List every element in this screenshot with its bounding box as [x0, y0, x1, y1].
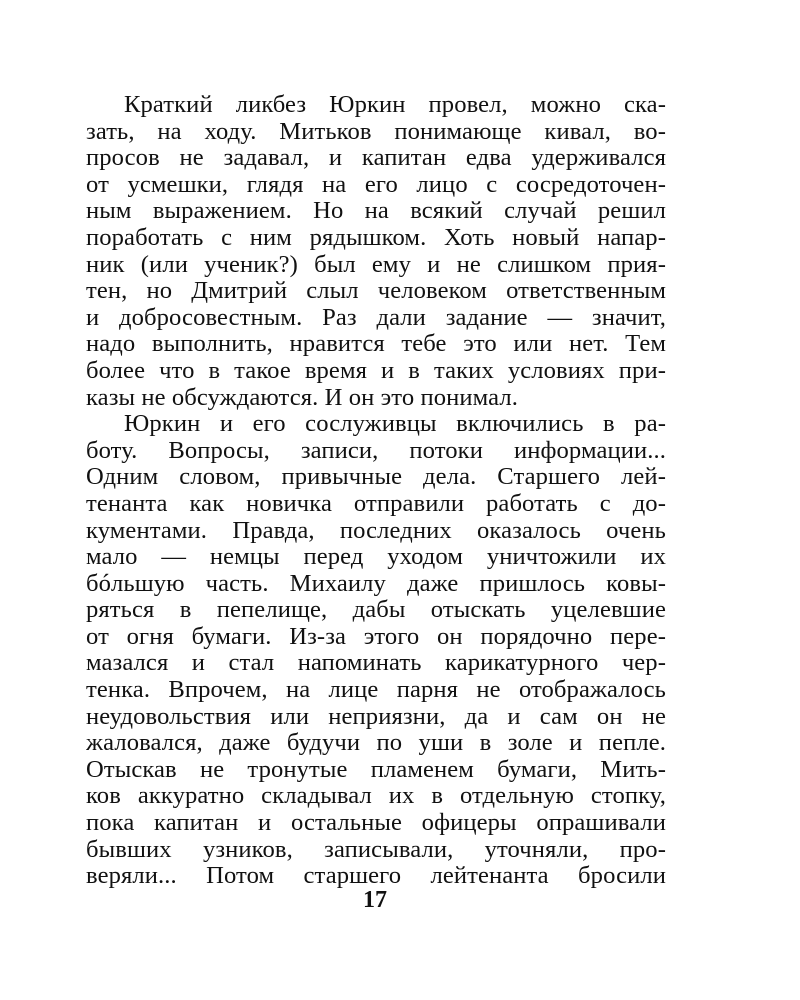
text-line: ряться в пепелище, дабы отыскать уцелевшие — [86, 597, 666, 624]
text-line: от огня бумаги. Из-за этого он порядочно пере- — [86, 623, 666, 650]
text-line: тенка. Впрочем, на лице парня не отображалось — [86, 677, 666, 704]
text-line: пока капитан и остальные офицеры опрашивали — [86, 810, 666, 837]
text-line: Одним словом, привычные дела. Старшего лей- — [86, 464, 666, 491]
text-line: ным выражением. Но на всякий случай решил — [86, 198, 666, 225]
text-line: от усмешки, глядя на его лицо с сосредоточен- — [86, 171, 666, 198]
text-line: надо выполнить, нравится тебе это или нет. Тем — [86, 331, 666, 358]
text-line: Краткий ликбез Юркин провел, можно ска- — [124, 92, 666, 118]
text-line: тенанта как новичка отправили работать с до- — [86, 490, 666, 517]
text-line: веряли... Потом старшего лейтенанта бросили — [86, 863, 666, 890]
text-line: просов не задавал, и капитан едва удерживался — [86, 145, 666, 172]
text-line: ков аккуратно складывал их в отдельную стопку, — [86, 783, 666, 810]
text-line: казы не обсуждаются. И он это понимал. — [86, 384, 518, 411]
text-line: кументами. Правда, последних оказалось очень — [86, 517, 666, 544]
text-line: бóльшую часть. Михаилу даже пришлось ковы- — [86, 570, 666, 597]
text-line: мазался и стал напоминать карикатурного чер- — [86, 650, 666, 677]
body-text — [86, 92, 666, 890]
page-number: 17 — [363, 887, 387, 913]
text-line: мало — немцы перед уходом уничтожили их — [86, 544, 666, 571]
text-line: Юркин и его сослуживцы включились в ра- — [124, 411, 666, 438]
text-line: зать, на ходу. Митьков понимающе кивал, во- — [86, 118, 666, 145]
text-line: боту. Вопросы, записи, потоки информации... — [86, 437, 666, 464]
text-line: ник (или ученик?) был ему и не слишком прия- — [86, 251, 666, 278]
text-line: поработать с ним рядышком. Хоть новый напар- — [86, 224, 666, 251]
text-line: неудовольствия или неприязни, да и сам он не — [86, 703, 666, 730]
text-line: жаловался, даже будучи по уши в золе и пепле. — [86, 730, 666, 757]
text-line: бывших узников, записывали, уточняли, про- — [86, 836, 666, 863]
text-line: тен, но Дмитрий слыл человеком ответственным — [86, 278, 666, 305]
text-line: Отыскав не тронутые пламенем бумаги, Мить- — [86, 756, 666, 783]
text-line: более что в такое время и в таких условиях при- — [86, 357, 666, 384]
text-line: и добросовестным. Раз дали задание — значит, — [86, 304, 666, 331]
